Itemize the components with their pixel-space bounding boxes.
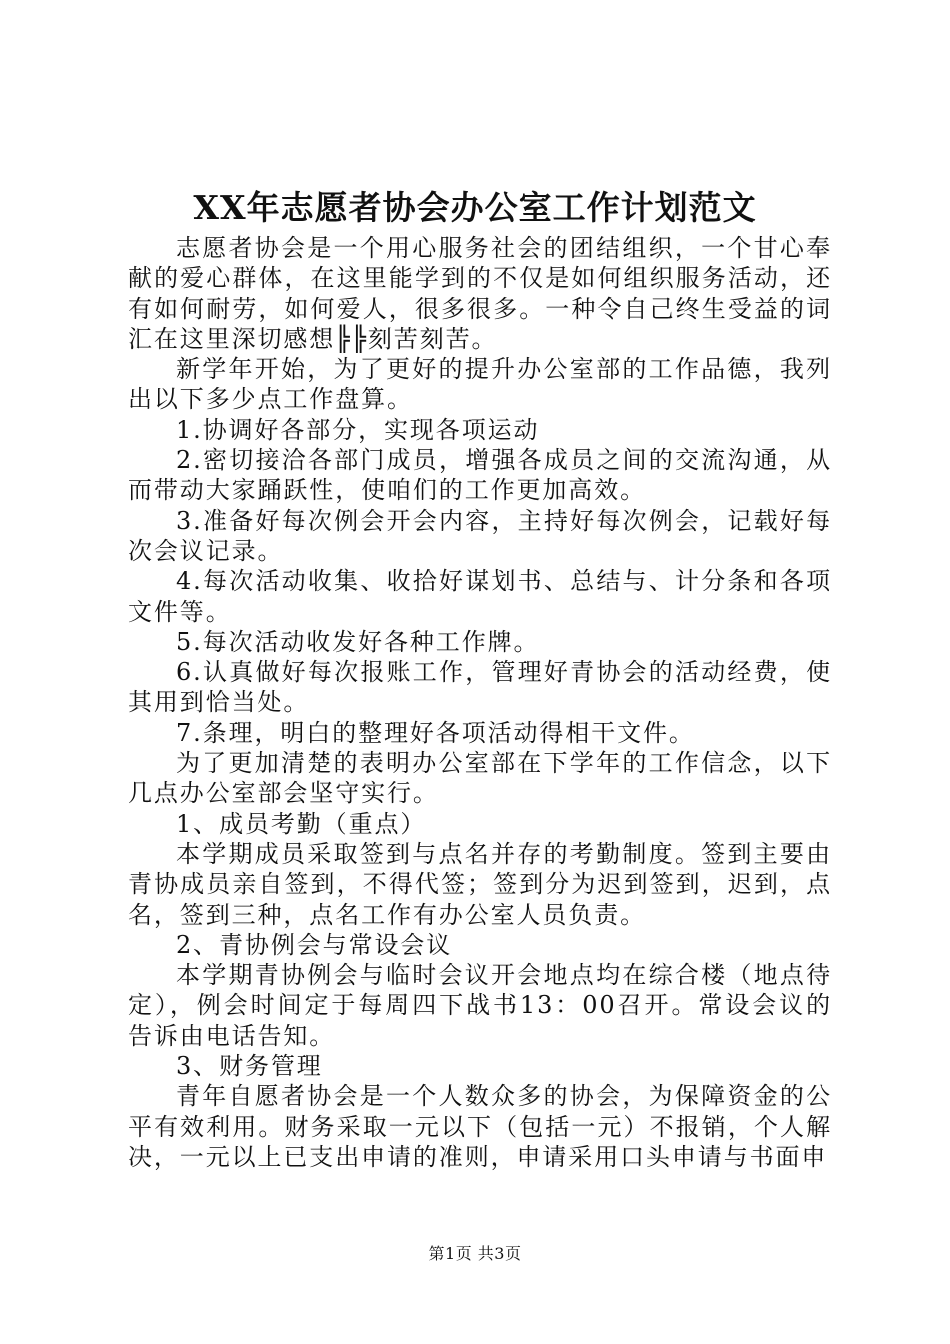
page-footer: 第1页 共3页: [428, 1244, 522, 1263]
paragraph-8: 6.认真做好每次报账工作，管理好青协会的活动经费，使其用到恰当处。: [128, 658, 832, 717]
document-title: XX年志愿者协会办公室工作计划范文: [193, 188, 757, 227]
paragraph-6: 4.每次活动收集、收拾好谋划书、总结与、计分条和各项文件等。: [128, 567, 832, 626]
paragraph-4: 2.密切接洽各部门成员，增强各成员之间的交流沟通，从而带动大家踊跃性，使咱们的工作更加高效。: [128, 446, 832, 505]
paragraph-13: 青年自愿者协会是一个人数众多的协会，为保障资金的公平有效利用。财务采取一元以下（包括一元）不报销，个人解决，一元以上已支出申请的准则，申请采用口头申请与书面申: [128, 1082, 832, 1171]
paragraph-7: 5.每次活动收发好各种工作牌。: [176, 627, 540, 656]
paragraph-9: 7.条理，明白的整理好各项活动得相干文件。: [176, 718, 695, 747]
paragraph-5: 3.准备好每次例会开会内容，主持好每次例会，记载好每次会议记录。: [128, 506, 832, 565]
paragraph-3: 1.协调好各部分，实现各项运动: [176, 415, 540, 444]
paragraph-2: 新学年开始，为了更好的提升办公室部的工作品德，我列出以下多少点工作盘算。: [128, 355, 832, 414]
paragraph-1: 志愿者协会是一个用心服务社会的团结组织，一个甘心奉献的爱心群体，在这里能学到的不仅是如何组织服务活动，还有如何耐劳，如何爱人，很多很多。一种令自己终生受益的词汇在这里深切感想╠╠刻苦刻苦。: [128, 234, 832, 353]
section-heading-2: 2、青协例会与常设会议: [176, 930, 453, 959]
document-body: [128, 233, 832, 1172]
section-heading-3: 3、财务管理: [176, 1052, 323, 1081]
paragraph-12: 本学期青协例会与临时会议开会地点均在综合楼（地点待定），例会时间定于每周四下战书13：00召开。常设会议的告诉由电话告知。: [128, 961, 832, 1050]
paragraph-10: 为了更加清楚的表明办公室部在下学年的工作信念，以下几点办公室部会坚守实行。: [128, 749, 832, 808]
paragraph-11: 本学期成员采取签到与点名并存的考勤制度。签到主要由青协成员亲自签到，不得代签；签到分为迟到签到，迟到，点名，签到三种，点名工作有办公室人员负责。: [128, 839, 832, 929]
section-heading-1: 1、成员考勤（重点）: [176, 809, 427, 838]
